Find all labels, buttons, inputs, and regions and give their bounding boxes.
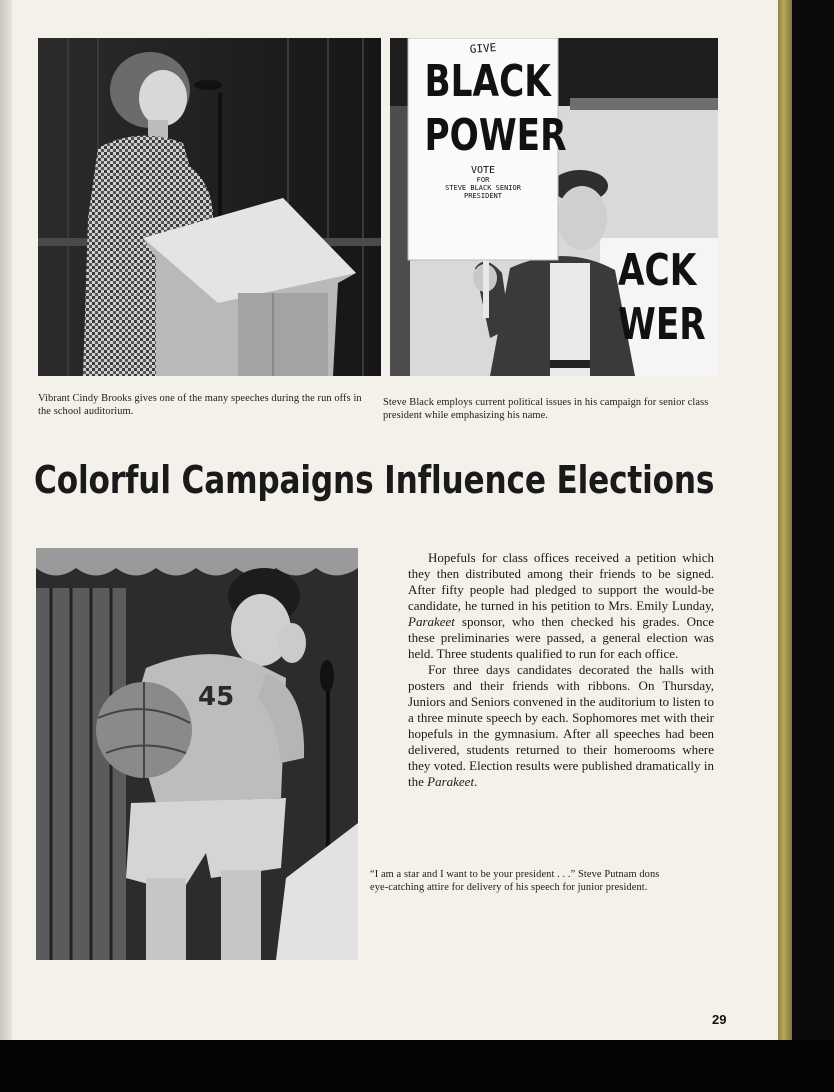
article-paragraph-2 [408, 662, 714, 790]
campaign-sign [408, 38, 567, 260]
photo-steve-putnam [36, 548, 358, 960]
caption-cindy-brooks: Vibrant Cindy Brooks gives one of the many speeches during the run offs in the school auditorium. [38, 393, 362, 417]
jersey-number: 45 [198, 682, 235, 712]
sign-name-text: STEVE BLACK SENIOR [445, 184, 521, 192]
sign-vote-text: VOTE [470, 165, 496, 176]
caption-steve-black: Steve Black employs current political issues in his campaign for senior class president while emphasizing his name. [383, 397, 709, 421]
article-paragraph-2-italic: Parakeet [427, 774, 475, 789]
back-sign [618, 244, 706, 352]
photo-steve-black-sign [390, 38, 718, 376]
article-paragraph-1 [408, 550, 714, 662]
article-paragraph-1-text-b: sponsor, who then checked his grades. Once these preliminaries were passed, a general election was held. Three students qualified to run for each office. [408, 614, 714, 661]
article-paragraph-1-italic: Parakeet [408, 614, 455, 629]
sign-power-text: POWER [424, 110, 567, 161]
article-paragraph-2-text-b: . [474, 774, 478, 789]
back-sign-line-1: ACK [618, 245, 697, 296]
photo-cindy-brooks-podium [38, 38, 381, 376]
page-spine [0, 0, 12, 1040]
article-body [408, 550, 714, 790]
back-sign-line-2: WER [618, 299, 706, 350]
page-number: 29 [712, 1012, 727, 1027]
page-headline: Colorful Campaigns Influence Elections [34, 458, 715, 502]
sign-for-text: FOR [476, 176, 490, 184]
sign-give-text: GIVE [469, 41, 497, 56]
caption-steve-putnam: “I am a star and I want to be your president . . .” Steve Putnam dons eye-catching attire for delivery of his speech for junior president. [370, 869, 660, 893]
article-paragraph-1-text-a: Hopefuls for class offices received a petition which they then distributed among their friends to be signed. After fifty people had pledged to support the would-be candidate, he turned in his petition to Mrs. Emily Lunday, [408, 550, 714, 613]
scan-background [0, 1040, 834, 1092]
article-paragraph-2-text-a: For three days candidates decorated the halls with posters and their friends with ribbons. On Thursday, Juniors and Seniors convened in the auditorium to listen to a three minute speech by each. Sophomores met with their hopefuls in the gymnasium. After all speeches had been delivered, students returned to their homerooms where they voted. Election results were published dramatically in the [408, 662, 714, 789]
sign-office-text: PRESIDENT [464, 192, 502, 200]
photo-steve-putnam-image [36, 548, 358, 960]
book-cover-edge [778, 0, 792, 1040]
photo-cindy-brooks-image [38, 38, 381, 376]
sign-black-text: BLACK [424, 56, 551, 107]
